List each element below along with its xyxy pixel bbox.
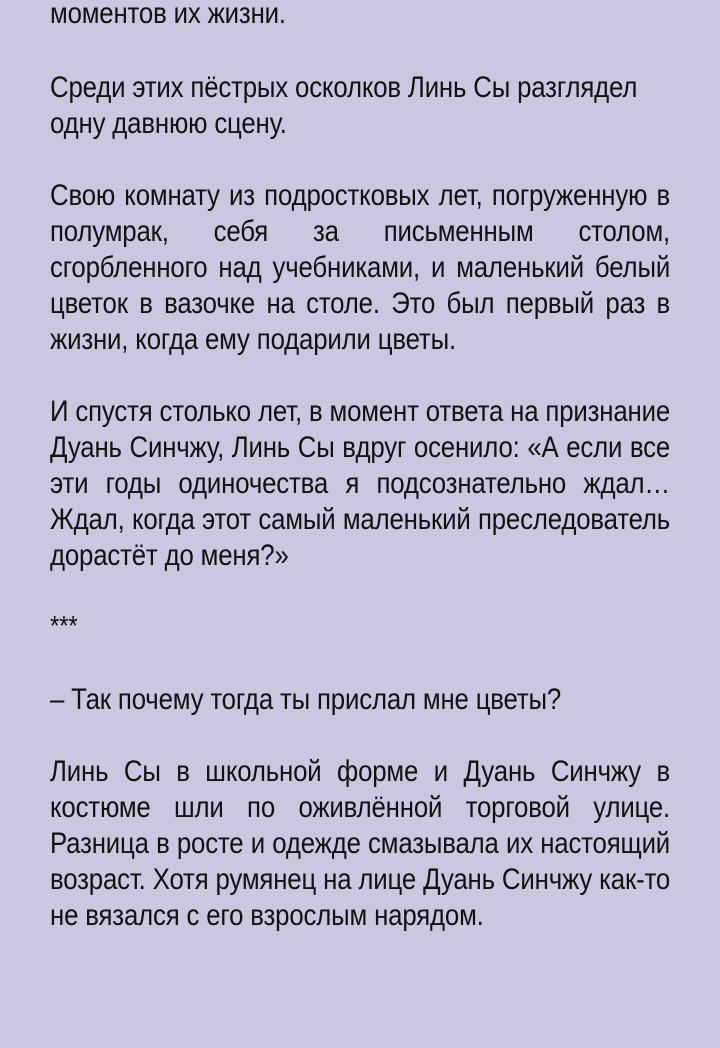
paragraph-street-walk: Линь Сы в школьной форме и Дуань Синчжу в костюме шли по оживлённой торговой улице. Разница в росте и одежде смазывала их настоящий возраст. Хотя румянец на лице Дуань Синчжу как-то не вязался с его взрослым нарядом. xyxy=(50,755,671,932)
paragraph-continuation: моментов их жизни. xyxy=(50,0,286,30)
section-separator: *** xyxy=(50,610,78,641)
paragraph-memory-scene: Среди этих пёстрых осколков Линь Сы разглядел одну давнюю сцену. xyxy=(50,71,638,140)
paragraph-realization: И спустя столько лет, в момент ответа на признание Дуань Синчжу, Линь Сы вдруг осенило: «А если все эти годы одиночества я подсознательно ждал… Ждал, когда этот самый маленький преследователь дорастёт до меня?» xyxy=(50,395,671,572)
paragraph-teen-room: Свою комнату из подростковых лет, погруженную в полумрак, себя за письменным столом, сгорбленного над учебниками, и маленький белый цветок в вазочке на столе. Это был первый раз в жизни, когда ему подарили цветы. xyxy=(50,179,671,356)
paragraph-dialogue: – Так почему тогда ты прислал мне цветы? xyxy=(50,683,562,716)
